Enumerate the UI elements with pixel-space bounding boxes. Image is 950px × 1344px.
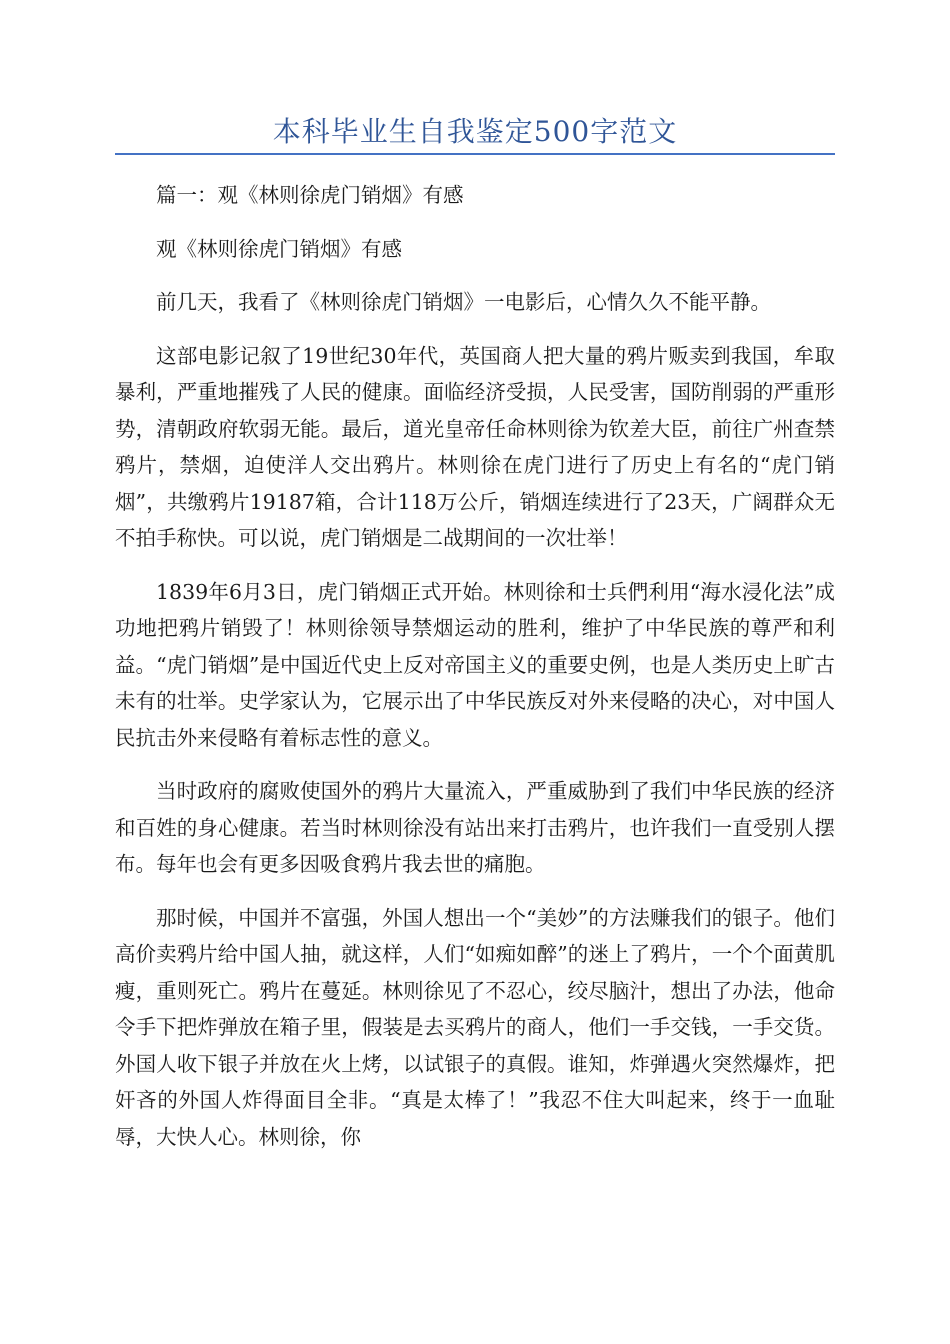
document-body [115,177,835,1172]
section-heading: 篇一：观《林则徐虎门销烟》有感 [156,183,464,207]
title-underline [115,153,835,155]
paragraph: 这部电影记叙了19世纪30年代，英国商人把大量的鸦片贩卖到我国，牟取暴利，严重地摧残了人民的健康。面临经济受损，人民受害，国防削弱的严重形势，清朝政府软弱无能。最后，道光皇帝任命林则徐为钦差大臣，前往广州查禁鸦片，禁烟，迫使洋人交出鸦片。林则徐在虎门进行了历史上有名的“虎门销烟”，共缴鸦片19187箱，合计118万公斤，销烟连续进行了23天，广阔群众无不拍手称快。可以说，虎门销烟是二战期间的一次壮举！ [115,343,835,550]
paragraph: 那时候，中国并不富强，外国人想出一个“美妙”的方法赚我们的银子。他们高价卖鸦片给中国人抽，就这样，人们“如痴如醉”的迷上了鸦片，一个个面黄肌瘦，重则死亡。鸦片在蔓延。林则徐见了不忍心，绞尽脑汁，想出了办法，他命令手下把炸弹放在箱子里，假装是去买鸦片的商人，他们一手交钱，一手交货。外国人收下银子并放在火上烤，以试银子的真假。谁知，炸弹遇火突然爆炸，把奸吝的外国人炸得面目全非。“真是太棒了！”我忍不住大叫起来，终于一血耻辱，大快人心。林则徐，你 [115,905,835,1149]
document-title: 本科毕业生自我鉴定500字范文 [272,115,678,148]
paragraph: 当时政府的腐败使国外的鸦片大量流入，严重威胁到了我们中华民族的经济和百姓的身心健康。若当时林则徐没有站出来打击鸦片，也许我们一直受别人摆布。每年也会有更多因吸食鸦片我去世的痛胞。 [115,779,835,876]
paragraph: 前几天，我看了《林则徐虎门销烟》一电影后，心情久久不能平静。 [156,290,771,314]
essay-title: 观《林则徐虎门销烟》有感 [156,236,402,261]
paragraph: 1839年6月3日，虎门销烟正式开始。林则徐和士兵們利用“海水浸化法”成功地把鸦片销毁了！林则徐领导禁烟运动的胜利，维护了中华民族的尊严和利益。“虎门销烟”是中国近代史上反对帝国主义的重要史例，也是人类历史上旷古未有的壮举。史学家认为，它展示出了中华民族反对外来侵略的决心，对中国人民抗击外来侵略有着标志性的意义。 [115,579,835,750]
